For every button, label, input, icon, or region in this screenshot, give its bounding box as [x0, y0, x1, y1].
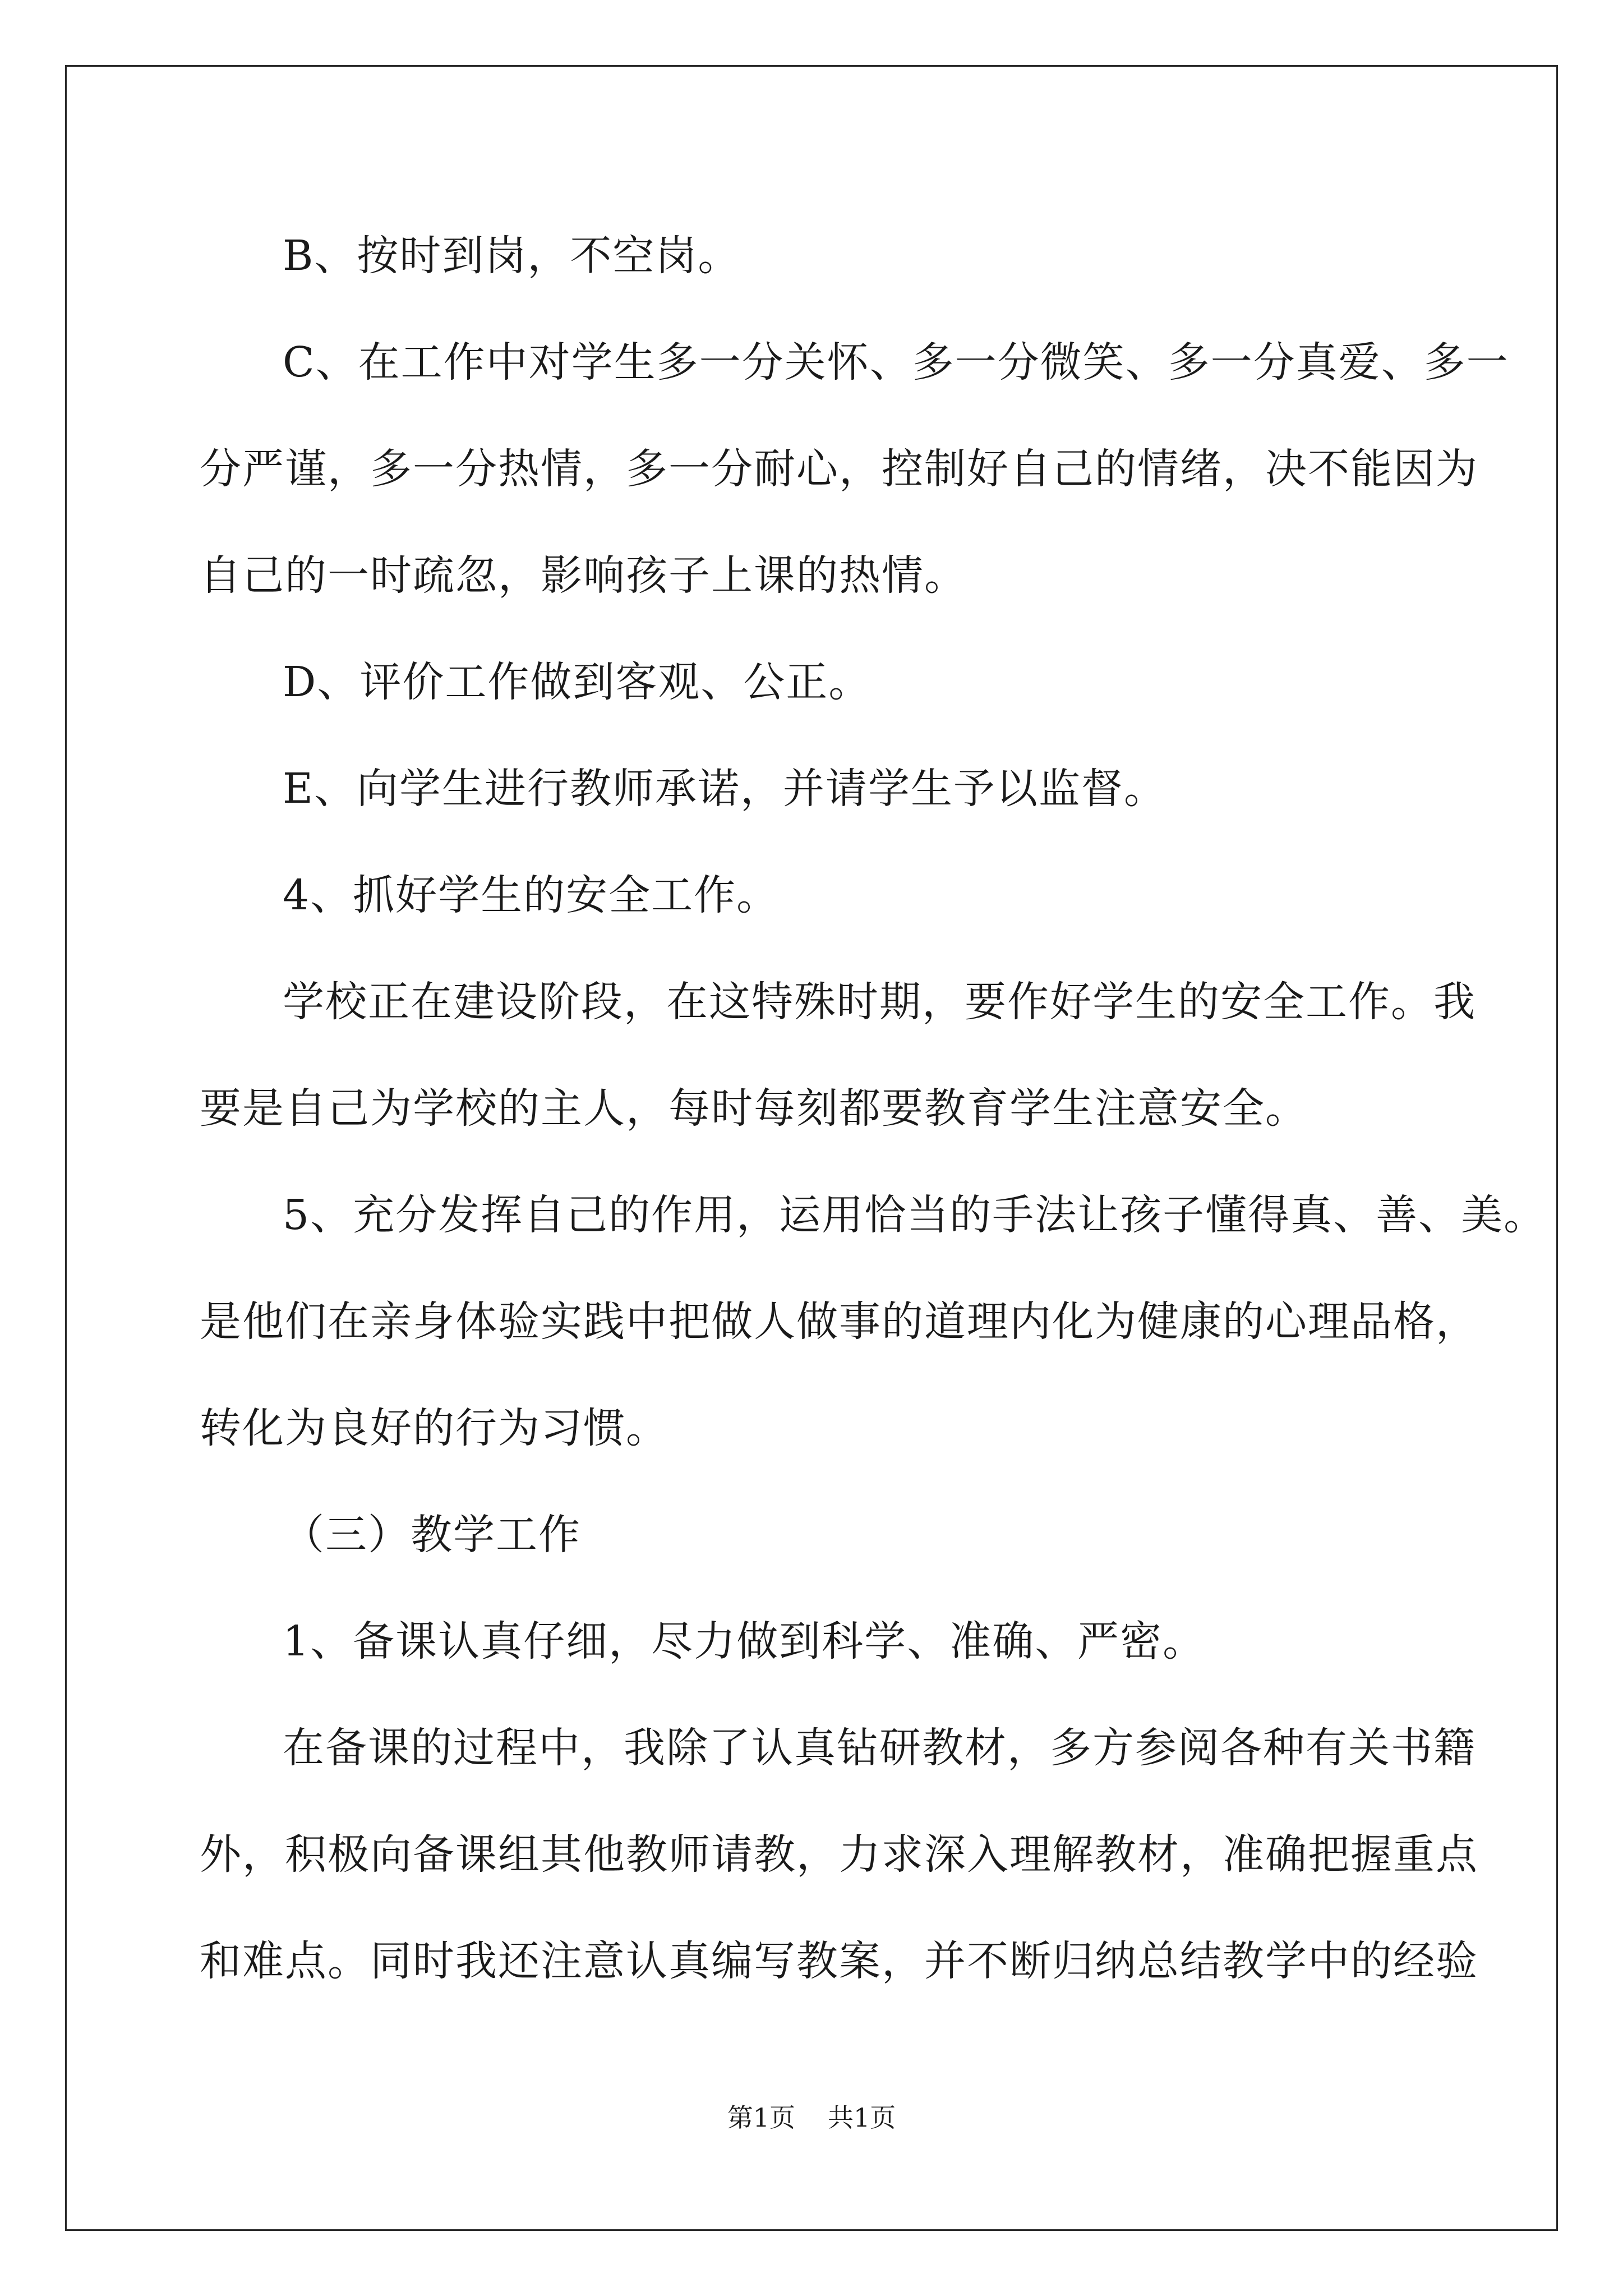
paragraph-line: C、在工作中对学生多一分关怀、多一分微笑、多一分真爱、多一: [283, 338, 1509, 386]
section-heading: 5、充分发挥自己的作用，运用恰当的手法让孩子懂得真、善、美。: [283, 1191, 1547, 1239]
page-number: 第1页: [727, 2102, 795, 2133]
section-heading: 1、备课认真仔细，尽力做到科学、准确、严密。: [283, 1617, 1206, 1665]
section-heading: 4、抓好学生的安全工作。: [283, 871, 780, 919]
paragraph-line: 转化为良好的行为习惯。: [200, 1404, 668, 1452]
paragraph-line: 学校正在建设阶段，在这特殊时期，要作好学生的安全工作。我: [283, 978, 1476, 1026]
paragraph-line: 是他们在亲身体验实践中把做人做事的道理内化为健康的心理品格，: [200, 1297, 1478, 1346]
paragraph-line: 自己的一时疏忽，影响孩子上课的热情。: [200, 551, 967, 600]
document-body: [200, 224, 1547, 2036]
paragraph-line: B、按时到岗，不空岗。: [283, 232, 741, 280]
paragraph-line: 分严谨，多一分热情，多一分耐心，控制好自己的情绪，决不能因为: [200, 445, 1478, 493]
paragraph-line: D、评价工作做到客观、公正。: [283, 658, 872, 706]
page-total: 共1页: [828, 2102, 896, 2133]
page-footer: [0, 2101, 1623, 2134]
paragraph-line: 在备课的过程中，我除了认真钻研教材，多方参阅各种有关书籍: [283, 1724, 1476, 1772]
paragraph-line: E、向学生进行教师承诺，并请学生予以监督。: [283, 765, 1167, 813]
paragraph-line: 要是自己为学校的主人，每时每刻都要教育学生注意安全。: [200, 1084, 1308, 1133]
section-heading: （三）教学工作: [283, 1511, 581, 1559]
paragraph-line: 和难点。同时我还注意认真编写教案，并不断归纳总结教学中的经验: [200, 1937, 1478, 1985]
paragraph-line: 外，积极向备课组其他教师请教，力求深入理解教材，准确把握重点: [200, 1830, 1478, 1879]
